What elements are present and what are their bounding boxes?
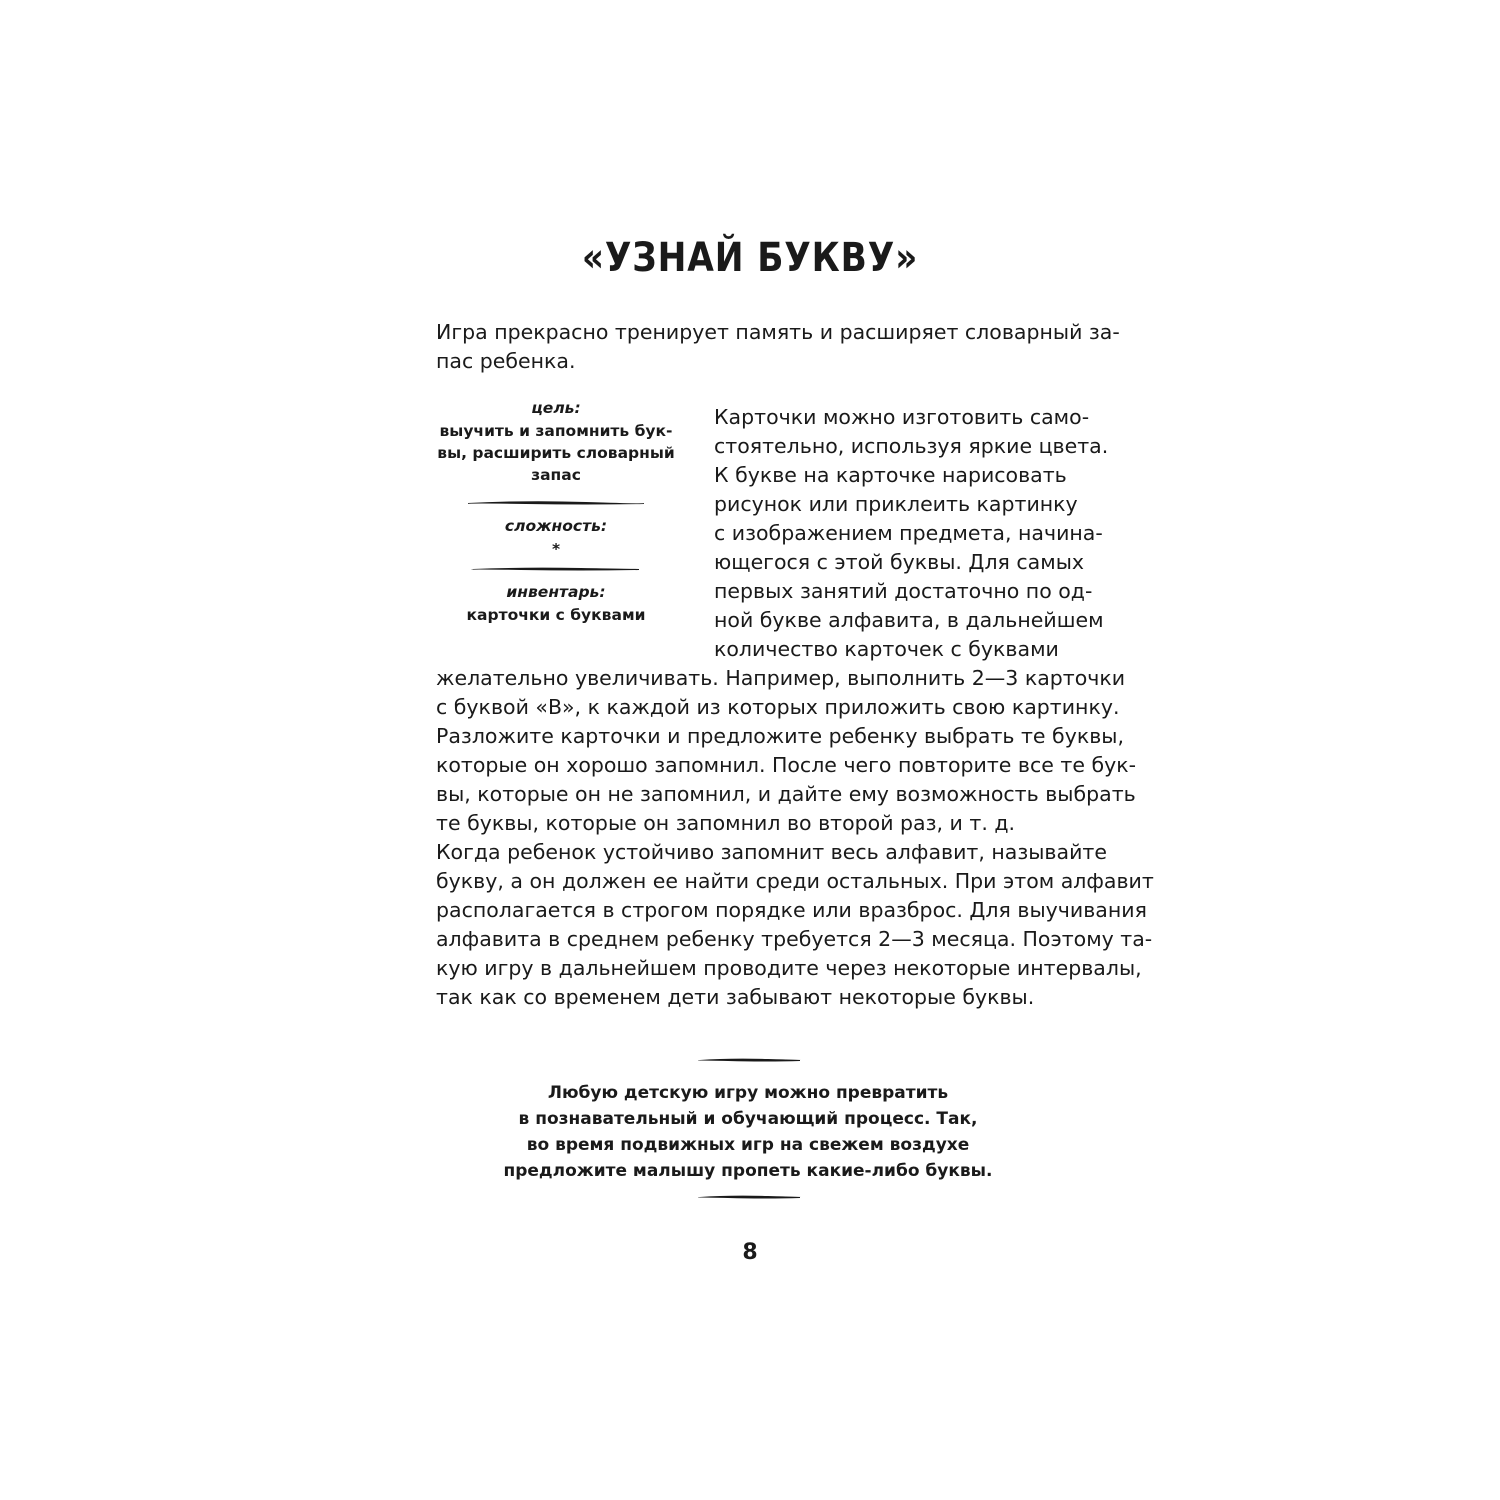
text-line: ной букве алфавита, в дальнейшем (714, 608, 1104, 632)
brush-divider-bottom (698, 1192, 802, 1202)
text-line: количество карточек с буквами (714, 637, 1059, 661)
brush-divider (471, 564, 641, 574)
text-line: К букве на карточке нарисовать (714, 463, 1067, 487)
text-line: с буквой «В», к каждой из которых приложить свою картинку. (436, 695, 1120, 719)
goal-line: выучить и запомнить бук- (439, 422, 673, 440)
text-line: так как со временем дети забывают некоторые буквы. (436, 985, 1035, 1009)
intro-line: Игра прекрасно тренирует память и расширяет словарный за- (436, 320, 1120, 344)
game-info-sidebar (436, 396, 676, 626)
text-line: первых занятий достаточно по од- (714, 579, 1093, 603)
text-line: Когда ребенок устойчиво запомнит весь алфавит, называйте (436, 840, 1107, 864)
text-line: располагается в строгом порядке или вразброс. Для выучивания (436, 898, 1147, 922)
difficulty-value: * (551, 540, 561, 558)
goal-line: запас (531, 466, 581, 484)
text-line: те буквы, которые он запомнил во второй раз, и т. д. (436, 811, 1016, 835)
tip-line: Любую детскую игру можно превратить (547, 1083, 949, 1103)
text-line: которые он хорошо запомнил. После чего повторите все те бук- (436, 753, 1137, 777)
intro-paragraph (436, 318, 1120, 376)
text-line: с изображением предмета, начина- (714, 521, 1103, 545)
goal-line: вы, расширить словарный (437, 444, 675, 462)
page-title: «УЗНАЙ БУКВУ» (581, 235, 919, 281)
text-line: рисунок или приклеить картинку (714, 492, 1078, 516)
text-line: букву, а он должен ее найти среди остальных. При этом алфавит (436, 869, 1154, 893)
brush-divider (466, 498, 646, 508)
text-line: вы, которые он не запомнил, и дайте ему возможность выбрать (436, 782, 1136, 806)
text-line: Карточки можно изготовить само- (714, 405, 1090, 429)
body-paragraph (436, 664, 1154, 1012)
brush-divider-top (698, 1055, 802, 1065)
tip-line: в познавательный и обучающий процесс. Так, (518, 1109, 978, 1129)
difficulty-label: сложность: (504, 517, 608, 535)
equipment-label: инвентарь: (506, 583, 606, 601)
goal-value (436, 420, 676, 486)
text-line: Разложите карточки и предложите ребенку выбрать те буквы, (436, 724, 1125, 748)
goal-label: цель: (531, 399, 581, 417)
intro-line: пас ребенка. (436, 349, 576, 373)
text-line: кую игру в дальнейшем проводите через некоторые интервалы, (436, 956, 1142, 980)
text-line: желательно увеличивать. Например, выполнить 2—3 карточки (436, 666, 1126, 690)
page-number: 8 (742, 1240, 758, 1265)
text-line: алфавита в среднем ребенку требуется 2—3 месяца. Поэтому та- (436, 927, 1153, 951)
text-line: ющегося с этой буквы. Для самых (714, 550, 1085, 574)
tip-callout (436, 1080, 1060, 1184)
right-column-paragraph (714, 403, 1109, 664)
equipment-value: карточки с буквами (466, 606, 646, 624)
tip-line: предложите малышу пропеть какие-либо буквы. (503, 1161, 993, 1181)
tip-line: во время подвижных игр на свежем воздухе (526, 1135, 970, 1155)
text-line: стоятельно, используя яркие цвета. (714, 434, 1109, 458)
